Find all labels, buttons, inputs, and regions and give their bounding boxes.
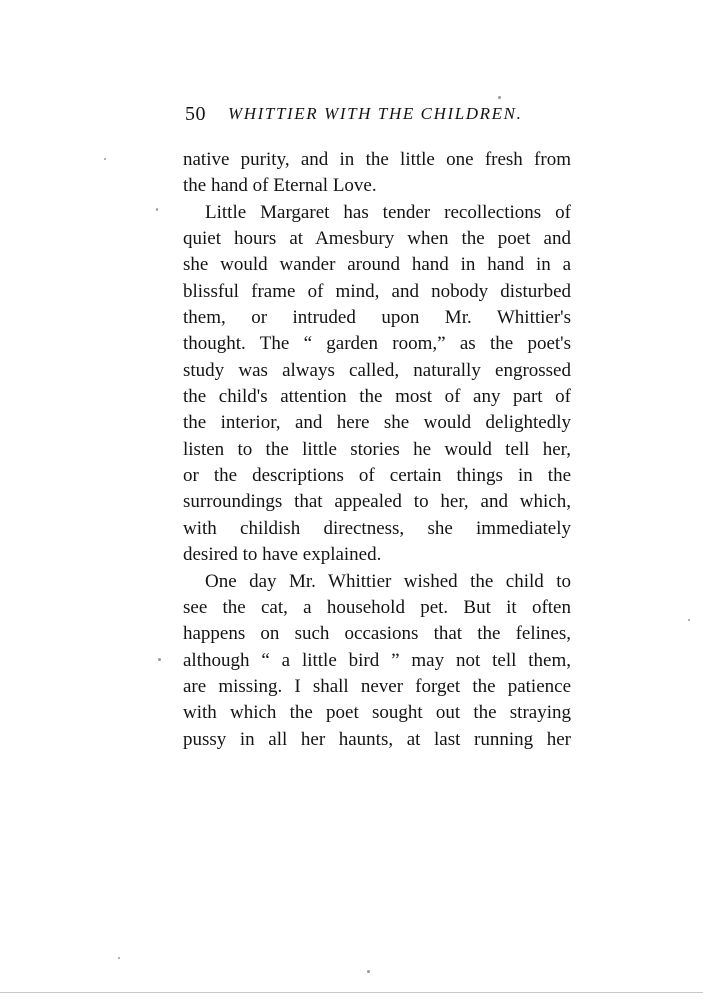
text-line: the child's attention the most of any part of [183, 386, 571, 408]
running-title: WHITTIER WITH THE CHILDREN. [228, 104, 523, 123]
scan-speck [156, 208, 158, 211]
text-line: them, or intruded upon Mr. Whittier's [183, 307, 571, 329]
text-line: happens on such occasions that the felines, [183, 623, 571, 645]
text-line: surroundings that appealed to her, and which, [183, 491, 571, 513]
text-line: desired to have explained. [183, 544, 382, 566]
body-text [183, 147, 571, 753]
text-line: quiet hours at Amesbury when the poet and [183, 228, 571, 250]
text-line: Little Margaret has tender recollections of [205, 201, 571, 223]
text-line: with which the poet sought out the straying [183, 702, 571, 724]
text-line: listen to the little stories he would tell her, [183, 438, 571, 460]
text-line: see the cat, a household pet. But it often [183, 596, 571, 618]
text-line: or the descriptions of certain things in the [183, 465, 571, 487]
scan-speck [367, 970, 370, 973]
page-number: 50 [185, 103, 206, 125]
text-line: are missing. I shall never forget the patience [183, 675, 571, 697]
scan-speck [498, 96, 501, 99]
text-line: although “ a little bird ” may not tell them, [183, 649, 571, 671]
scan-edge-line [0, 992, 703, 993]
scan-speck [688, 619, 690, 621]
text-line: the interior, and here she would delightedly [183, 412, 571, 434]
text-line: she would wander around hand in hand in a [183, 254, 571, 276]
text-line: native purity, and in the little one fresh from [183, 149, 571, 170]
text-line: the hand of Eternal Love. [183, 175, 377, 197]
scan-speck [158, 658, 161, 661]
text-line: thought. The “ garden room,” as the poet's [183, 333, 571, 355]
page-header [185, 103, 570, 131]
text-line: study was always called, naturally engrossed [183, 359, 571, 381]
text-line: One day Mr. Whittier wished the child to [205, 570, 571, 592]
text-line: with childish directness, she immediately [183, 517, 571, 539]
scan-speck [104, 158, 106, 160]
text-line: pussy in all her haunts, at last running her [183, 728, 571, 750]
text-line: blissful frame of mind, and nobody disturbed [183, 280, 571, 302]
scan-speck [118, 957, 120, 959]
